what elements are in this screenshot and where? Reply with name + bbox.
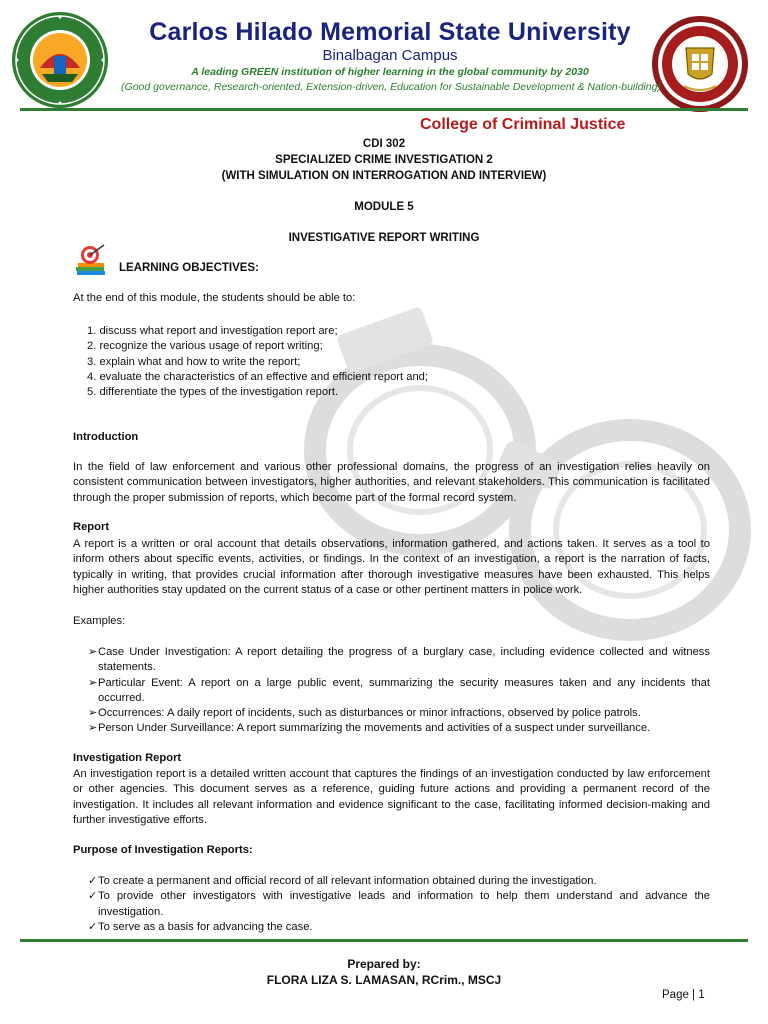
list-item-text: Particular Event: A report on a large public event, summarizing the security measures taken and any incidents that occurred.: [98, 676, 710, 704]
list-item-text: To provide other investigators with investigative leads and information to help them understand and advance the investigation.: [98, 890, 710, 918]
header-divider: [20, 108, 748, 111]
author-name: FLORA LIZA S. LAMASAN, RCrim., MSCJ: [266, 973, 502, 987]
objectives-heading: LEARNING OBJECTIVES:: [119, 262, 259, 274]
university-seal-logo: [10, 10, 110, 110]
checkmark-icon: ✓: [88, 875, 98, 887]
objectives-intro: At the end of this module, the students should be able to:: [73, 292, 356, 304]
list-item-text: Occurrences: A daily report of incidents, such as disturbances or minor infractions, observed by police patrols.: [98, 707, 641, 720]
arrow-bullet-icon: ➢: [88, 722, 98, 735]
module-number: MODULE 5: [354, 201, 414, 213]
investigation-report-heading: Investigation Report: [73, 752, 182, 764]
list-item: [74, 889, 710, 920]
objectives-list: [87, 324, 428, 400]
list-item: [74, 874, 710, 889]
arrow-bullet-icon: ➢: [88, 707, 98, 720]
arrow-bullet-icon: ➢: [88, 676, 98, 689]
college-name: College of Criminal Justice: [420, 116, 626, 133]
tagline: A leading GREEN institution of higher learning in the global community by 2030: [191, 66, 589, 78]
report-heading: Report: [73, 521, 110, 533]
footer-divider: [20, 939, 748, 942]
checkmark-icon: ✓: [88, 920, 98, 933]
list-item: 1. discuss what report and investigation report are;: [87, 325, 338, 337]
examples-label: Examples:: [73, 615, 126, 627]
list-item: 5. differentiate the types of the investigation report.: [87, 386, 339, 399]
institutional-goals: (Good governance, Research-oriented, Extension-driven, Education for Sustainable Development & Nation-building): [121, 81, 661, 93]
list-item: 2. recognize the various usage of report writing;: [87, 340, 323, 353]
list-item: [74, 920, 710, 935]
list-item: [74, 645, 710, 676]
introduction-body: In the field of law enforcement and various other professional domains, the progress of an investigation relies heavily on consistent communication between investigators, higher authorities, and relevant stakeholders. This communication is facilitated through the proper submission of reports, which become part of the formal record system.: [73, 461, 710, 504]
module-title: INVESTIGATIVE REPORT WRITING: [288, 232, 480, 244]
campus-name: Binalbagan Campus: [322, 47, 458, 64]
purpose-heading: Purpose of Investigation Reports:: [73, 844, 253, 856]
arrow-bullet-icon: ➢: [88, 646, 98, 658]
course-subtitle: (WITH SIMULATION ON INTERROGATION AND INTERVIEW): [221, 170, 547, 182]
university-name: Carlos Hilado Memorial State University: [149, 18, 631, 46]
checkmark-icon: ✓: [88, 890, 98, 903]
list-item: 4. evaluate the characteristics of an effective and efficient report and;: [87, 370, 429, 383]
list-item: [74, 706, 710, 721]
list-item: 3. explain what and how to write the report;: [87, 355, 301, 368]
list-item-text: To create a permanent and official record of all relevant information obtained during the investigation.: [98, 875, 597, 887]
list-item-text: Case Under Investigation: A report detailing the progress of a burglary case, including evidence collected and witness statements.: [98, 646, 710, 674]
course-title: SPECIALIZED CRIME INVESTIGATION 2: [275, 154, 493, 166]
investigation-report-body: An investigation report is a detailed written account that captures the findings of an investigation conducted by law enforcement or other agencies. This document serves as a reference, guiding future actions and providing a permanent record of the investigation. It includes all relevant information and evidence significant to the case, facilitating informed decision-making and further investigative efforts.: [73, 768, 710, 826]
report-body: A report is a written or oral account that details observations, information gathered, and actions taken. It serves as a tool to inform others about specific events, activities, or findings. In the context of an investigation, a report is the narration of facts, typically in writing, that provides crucial information after thorough investigative measures have been exhausted. This helps higher authorities stay updated on the current status of a case or other pertinent matters in police work.: [73, 538, 710, 596]
prepared-by-label: Prepared by:: [347, 957, 421, 971]
purpose-list: [74, 874, 710, 935]
examples-list: [74, 645, 710, 737]
list-item-text: Person Under Surveillance: A report summarizing the movements and activities of a suspect under surveillance.: [98, 722, 651, 735]
introduction-heading: Introduction: [73, 431, 139, 443]
course-code: CDI 302: [362, 138, 406, 150]
page-number: Page | 1: [662, 989, 705, 1001]
list-item-text: To serve as a basis for advancing the case.: [98, 920, 313, 933]
list-item: [74, 676, 710, 707]
list-item: [74, 721, 710, 736]
target-books-icon: [74, 243, 108, 277]
